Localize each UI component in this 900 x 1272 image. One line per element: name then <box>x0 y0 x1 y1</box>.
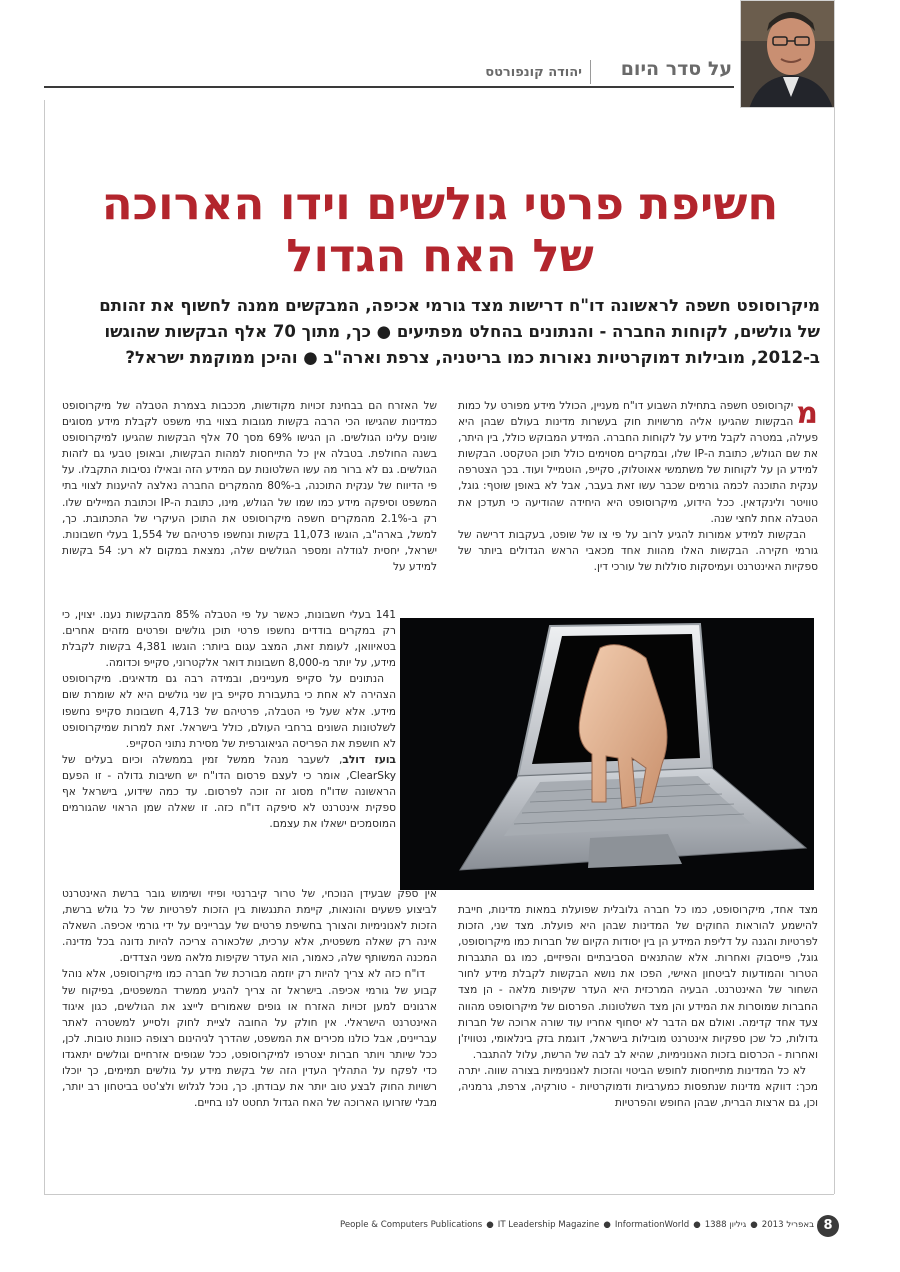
paragraph: הנתונים על סקייפ מעניינים, ובמידה רבה גם מדאיגים. מיקרוסופט הצהירה לא אחת כי בתעבורת סקייפ בין שני גולשים היא לא שומרת שום מידע. אלא שעל פי הטבלה, פרטיהם של 4,713 חשבונות סקייפ נחשפו לשלטונות השונים ברחבי העולם, כולל בישראל. זאת למרות שמיקרוסופט לא חושפת את הפריסה הגיאוגרפית של מסירת נתוני הסקייפ. <box>62 673 396 750</box>
right-column-top <box>458 398 818 575</box>
drop-cap: מ <box>796 396 818 431</box>
paragraph-quote <box>62 752 396 832</box>
author-portrait-icon <box>741 1 835 108</box>
frame-right-border <box>834 100 835 1194</box>
paragraph: דו"ח כזה לא צריך להיות רק יוזמה מבורכת של חברה כמו מיקרוסופט, אלא נוהל קבוע של גורמי אכיפה. בישראל זה צריך להגיע ממשרד המשפטים, בפיקוח של ארגונים למען זכויות האזרח או גופים שאמורים לייצג את הגולשים, כגון איגוד האינטרנט הישראלי. אין חולק על החובה לציית לחוק ולסייע למשטרה לאתר עבריינים, אבל כולנו מכירים את המשפט, שהדרך לגיהינום רצופה כוונות טובות. לכן, ככל שיותר ויותר חברות יצטרפו למיקרוסופט, ככל שגופים אזרחיים וגולשים יתאגדו כדי לפקח על התהליך העדין הזה של בקשת מידע על גולשים תמימים, כך יוכלו רשויות החוק לבצע טוב יותר את עבודתן. כך, נוכל לגלוש ולצ'טט בביטחון רב יותר, מבלי שזרועו הארוכה של האח הגדול תחטט לנו בחיים. <box>62 968 437 1110</box>
right-column-bottom <box>458 902 818 1111</box>
paragraph: 141 בעלי חשבונות, כאשר על פי הטבלה 85% מהבקשות נענו. יצוין, כי רק במקרים בודדים נחשפו פרטי תוכן גולשים ופרטים מזהים אחרים. בטאיוואן, לעומת זאת, המצב עגום ביותר: הוגשו 4,381 בקשות לקבלת מידע, על יותר מ-8,000 חשבונות דואר אלקטרוני, סקייפ וכדומה. <box>62 609 397 670</box>
lead-line-2: של גולשים, לקוחות החברה - והנתונים בהחלט מפתיעים ● כך, מתוך 70 אלף הבקשות שהוגשו <box>104 322 820 341</box>
footer-bullet: ● <box>486 1220 494 1230</box>
page-footer <box>340 1220 815 1230</box>
footer-bullet: ● <box>693 1220 701 1230</box>
footer-publisher: People & Computers Publications <box>340 1220 483 1230</box>
paragraph: הבקשות למידע אמורות להגיע לרוב על פי צו של שופט, בעקבות דרישה של גורמי חקירה. הבקשות האלו מהוות אחד מכאבי הראש הגדולים ביותר של ספקיות האינטרנט ועמיסקות סוללות של עורכי דין. <box>458 528 818 573</box>
paragraph-intro <box>458 398 818 527</box>
frame-left-border <box>44 100 45 1194</box>
paragraph-quote-text: , לשעבר מנהל ממשל זמין בממשלה וכיום בעלים של ClearSky, אומר כי לעצם פרסום הדו"ח יש חשיבות גדולה - זו הפעם הראשונה שדו"ח מסוג זה זוכה לפרסום. עד כמה שידוע, בישראל אף ספקית אינטרנט לא סיפקה דו"ח כזה. זו שאלה שמן הראוי שהגורמים המוסמכים ישאלו את עצמם. <box>62 753 396 831</box>
headline-line-1: חשיפת פרטי גולשים וידו הארוכה <box>101 177 779 230</box>
left-column-bottom <box>62 886 437 1111</box>
footer-magazine: IT Leadership Magazine <box>497 1220 600 1230</box>
article-headline <box>60 178 820 282</box>
paragraph: מצד אחד, מיקרוסופט, כמו כל חברה גלובלית שפועלת במאות מדינות, חייבת להישמע להוראות החוקים של המדינות שבהן היא פועלת. מצד שני, הזכות לפרטיות והגנה על דליפת המידע הן בין יסודות הקיום של חברות כמו מיקרוסופט, גוגל, פייסבוק ואחרות. אלא שהתנאים הסביבתיים והפיזיים, כמו גם התגברות הטרור והמודעות לביטחון האישי, הפכו את נושא הבקשות לקבלת מידע לחור השחור של האינטרנט. הבעיה המרכזית היא העדר שקיפות מלאה - הן מצד החברות שמוסרות את המידע והן מצד השלטונות. הפרסום של מיקרוסופט מהווה צעד אחד קדימה. ואולם אם הדבר לא יסחוף אחריו עוד שורה ארוכה של חברות גדולות, כל שכן ספקיות אינטרנט מובילות בישראל, דוגמת בזק בינלאומי, נטוויז'ן ואחרות - הכרסום בזכות האנונימיות, שהיא לב לבה של הרשת, עלול להתגבר. <box>458 904 818 1061</box>
article-lead <box>60 293 820 371</box>
left-column-top <box>62 398 437 575</box>
header-separator <box>590 60 591 84</box>
footer-bullet: ● <box>603 1220 611 1230</box>
lead-line-1: מיקרוסופט חשפה לראשונה דו"ח דרישות מצד גורמי אכיפה, המבקשים ממנה לחשוף את זהותם <box>99 296 820 315</box>
lead-line-3: ב-2012, מובילות דמוקרטיות נאורות כמו בריטניה, צרפת וארה"ב ● והיכן ממוקמת ישראל? <box>125 348 820 367</box>
author-name: יהודה קונפורטס <box>485 65 582 80</box>
quoted-person-name: בועז דולב <box>342 753 396 766</box>
column-name: על סדר היום <box>620 58 732 80</box>
frame-bottom-border <box>44 1194 834 1195</box>
footer-brand: InformationWorld <box>614 1220 690 1230</box>
laptop-hand-icon <box>400 618 814 890</box>
header-rule <box>44 86 734 88</box>
footer-bullet: ● <box>750 1220 758 1230</box>
footer-date: באפריל 2013 <box>761 1220 815 1230</box>
paragraph-intro-text: יקרוסופט חשפה בתחילת השבוע דו"ח מעניין, הכולל מידע מפורט על כמות הבקשות שהגיעו אליה מרשויות חוק בעשרות מדינות בעולם שבהן היא פעילה, במטרה לקבל מידע על לקוחות החברה. המידע המבוקש כולל, בין היתר, את שם הגולש, כתובת ה-IP שלו, ובמקרים מסוימים כולל תוכן הטקסט. הבקשות למידע הן על לקוחות של משתמשי אאוטלוק, סקייפ, הוטמייל ועוד. בכך הצטרפה ענקית התוכנה לכמה גורמים שכבר עשו זאת בעבר, אבל לא באופן שוטף: גוגל, טוויטר ולינקדאין. ככל הידוע, מיקרוסופט היא היחידה שהודיעה כי תעדכן את הטבלה אחת לחצי שנה. <box>458 400 819 525</box>
paragraph: לא כל המדינות מתייחסות לחופש הביטוי והזכות לאנונימיות בצורה שווה. יתרה מכך: דווקא מדינות שנתפסות כמערביות ודמוקרטיות - טורקיה, צרפת, גרמניה, וכן, גם ארצות הברית, שבהן החופש והפרטיות <box>458 1064 818 1110</box>
author-photo <box>740 0 835 108</box>
laptop-hand-illustration <box>400 618 814 890</box>
headline-line-2: של האח הגדול <box>286 229 594 282</box>
page-number: 8 <box>817 1215 839 1237</box>
paragraph: אין ספק שבעידן הנוכחי, של טרור קיברנטי ופיזי ושימוש גובר ברשת האינטרנט לביצוע פשעים והונאות, קיימת התנגשות בין הזכות לפרטיות של כל גולש ברשת, הזכות לאנונימיות והצורך בחשיפת פרטים של עבריינים על ידי גורמי אכיפה. השאלה אינה רק שאלה משפטית, אלא ערכית, שלכאורה צריכה להיות נדונה בכל מדינה. המכנה המשותף שלה, כאמור, הוא העדר שקיפות מלאה משני הצדדים. <box>62 888 437 965</box>
footer-issue: גיליון 1388 <box>704 1220 747 1230</box>
paragraph: של האזרח הם בבחינת זכויות מקודשות, מככבות בצמרת הטבלה של מיקרוסופט כמדינות שהגישו הכי הרבה בקשות מגובות בצווי בתי משפט לקבלת מידע מסוגים שונים עלינו הגולשים. הן הגישו 69% מסך 70 אלף הבקשות שהגיעו למיקרוסופט בשנה החולפת. בטבלה אין כל התייחסות למהות הבקשות, ובאופן טבעי גם לזהות הגולשים. גם לא ברור מה עשו השלטונות עם המידע הזה ובאילו נסיבות התקבלו. על פי הדיווח של ענקית התוכנה, ב-80% מהמקרים החברה נאלצה להיענות לצווי בתי המשפט וסיפקה מידע כמו שמו של הגולש, מינו, כתובת ה-IP וכתובת המיילים שלו. רק ב-2.1% מהמקרים חשפה מיקרוסופט את התוכן העיקרי של התכתובת. כך, למשל, בארה"ב, הוגשו 11,073 בקשות ונחשפו פרטיהם של 1,554 בעלי חשבונות. ישראל, יחסית לגודלה ומספר הגולשים שלה, נמצאת במקום לא רע: 54 בקשות למידע על <box>62 400 438 573</box>
left-column-middle <box>62 607 396 832</box>
